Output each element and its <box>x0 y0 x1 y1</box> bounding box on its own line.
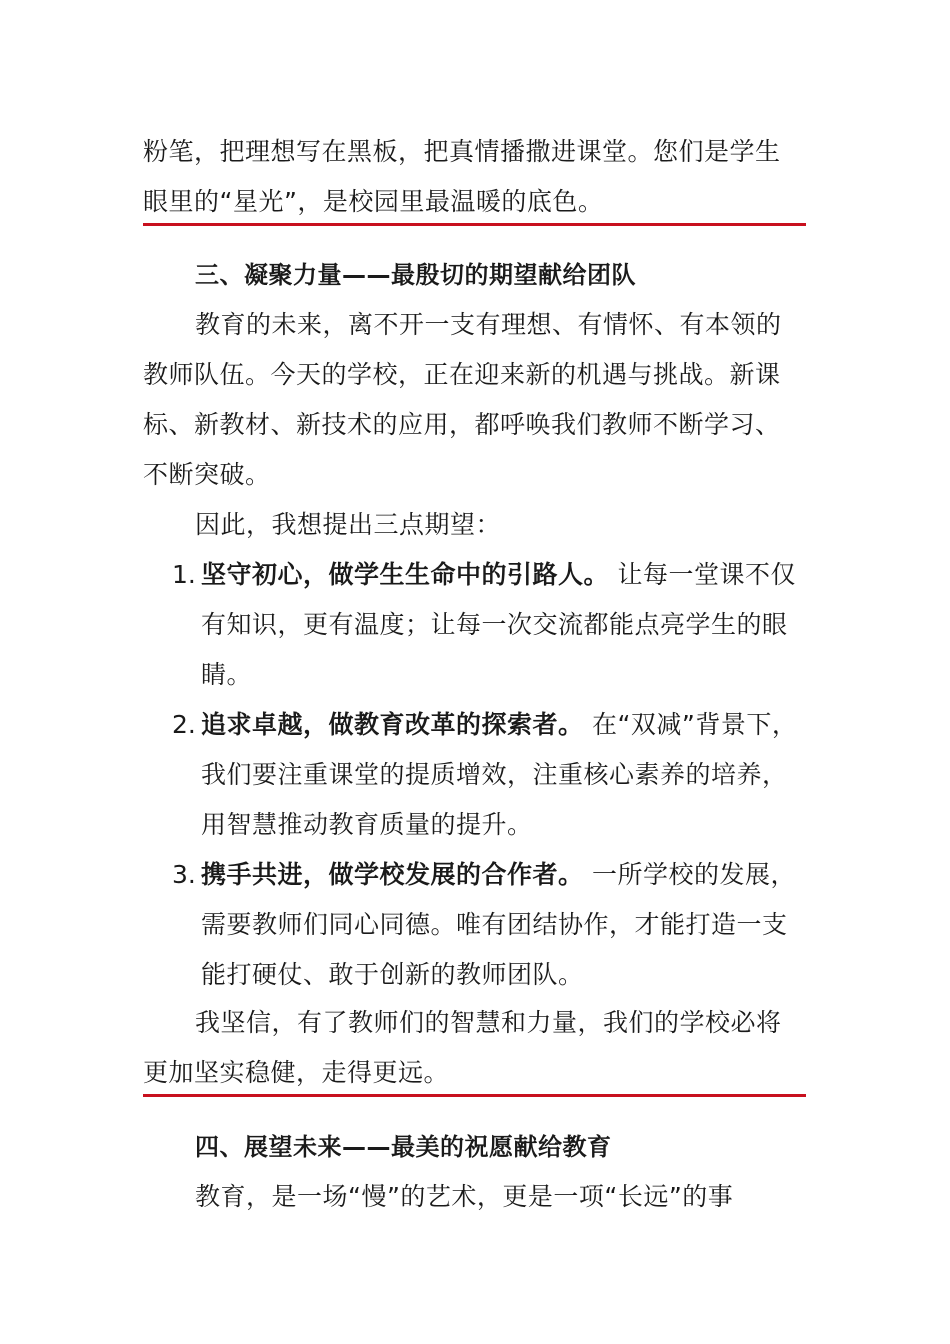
section-divider <box>143 223 806 226</box>
list-item-text: 需要教师们同心同德。唯有团结协作，才能打造一支 <box>201 910 788 939</box>
body-text-line: 标、新教材、新技术的应用，都呼唤我们教师不断学习、 <box>143 410 781 439</box>
body-text-line: 不断突破。 <box>143 460 271 489</box>
body-text-line: 粉笔，把理想写在黑板，把真情播撒进课堂。您们是学生 <box>143 137 781 166</box>
list-item-title: 携手共进，做学校发展的合作者。 <box>201 860 584 889</box>
list-item-text: 有知识，更有温度；让每一次交流都能点亮学生的眼 <box>201 610 788 639</box>
list-item <box>201 558 796 592</box>
list-item-title: 追求卓越，做教育改革的探索者。 <box>201 710 584 739</box>
body-text-line: 教师队伍。今天的学校，正在迎来新的机遇与挑战。新课 <box>143 360 781 389</box>
list-item-title: 坚守初心，做学生生命中的引路人。 <box>201 560 610 589</box>
body-text-line: 教育的未来，离不开一支有理想、有情怀、有本领的 <box>195 310 782 339</box>
list-item-text: 睛。 <box>201 660 253 689</box>
body-text-line: 因此，我想提出三点期望： <box>195 510 502 539</box>
list-item-text: 让每一堂课不仅 <box>617 560 796 589</box>
list-item-text: 一所学校的发展， <box>591 860 796 889</box>
list-item-text: 我们要注重课堂的提质增效，注重核心素养的培养， <box>201 760 788 789</box>
body-text-line: 我坚信，有了教师们的智慧和力量，我们的学校必将 <box>195 1008 782 1037</box>
list-number: 3. <box>172 860 196 889</box>
list-item-text: 用智慧推动教育质量的提升。 <box>201 810 533 839</box>
section-heading: 三、凝聚力量——最殷切的期望献给团队 <box>195 261 636 289</box>
list-number: 1. <box>172 560 196 589</box>
list-item <box>201 708 797 742</box>
section-divider <box>143 1094 806 1097</box>
body-text-line: 教育，是一场“慢”的艺术，更是一项“长远”的事 <box>195 1182 734 1211</box>
list-item-text: 在“双减”背景下， <box>591 710 798 739</box>
list-item-text: 能打硬仗、敢于创新的教师团队。 <box>201 960 584 989</box>
list-number: 2. <box>172 710 196 739</box>
body-text-line: 眼里的“星光”，是校园里最温暖的底色。 <box>143 187 604 216</box>
section-heading: 四、展望未来——最美的祝愿献给教育 <box>195 1133 612 1161</box>
list-item <box>201 858 796 892</box>
body-text-line: 更加坚实稳健，走得更远。 <box>143 1058 450 1087</box>
